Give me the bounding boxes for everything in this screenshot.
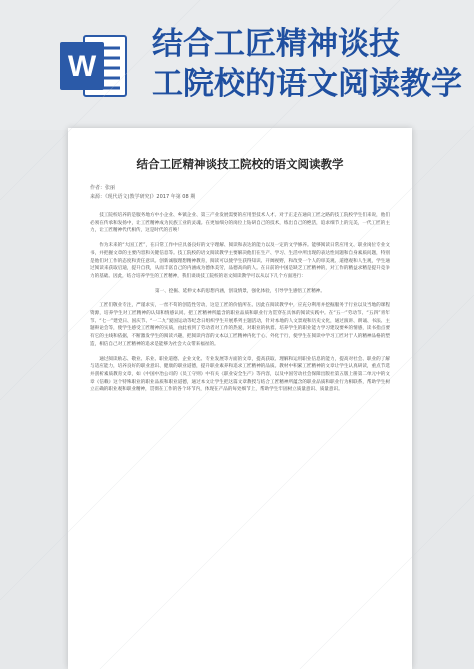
section-heading: 第一、挖掘、延伸文本的思想内涵，创设情景，强化体验，引导学生感悟工匠精神。: [155, 288, 325, 294]
paragraph: 通过阅读励志、敬业、乐业、职业道德、企业文化、专业发展等方面的文章，提高获取、理解和运用职业信息的能力，提高对社会、职业的了解与适应能力，培养良好的职业意识、健康的职业道德，提升职业素养和追求工匠精神的品质。教材中积累工匠精神的文章让学生认真研读，重点节选并剖析素质教育文章，如《中国中冶公司的《员工守则》中有关《职业安全生产》等内容，以及中国劳动社会保障出版社第五版上册第二单元中的文章《信赖》这个特殊职业的职业品质和职业道德，通过本文让学生把这篇文章教授与结合工匠精神所蕴含的职业品质和职业行为相联系，帮助学生树立正确的职业观和职业精神，贯彻在工作的各个环节内，体现在产品的每处细节上，帮助学生牢固树立质量意识、质量意识。: [90, 356, 390, 393]
source-line: 来源：《现代语文(教学研究)》2017 年第 08 期: [90, 194, 196, 200]
word-document-icon: [58, 30, 130, 102]
banner-title-line-1: 结合工匠精神谈技: [152, 26, 400, 62]
paragraph: 作为未来的“大国工匠”，在日常工作中应具备良好的文字理解、阅读和表达的能力以及一定的文学修养。能够阅读日常应用文、职业岗位专业文书，并把握文章的主要内容和关键信息等。技工院校的语文阅读教学主要解决他们在生产、学习、生活中所出现的表达性问题和自身素质问题，特别是他们对工作的态度和责任意识。创新诚服理想精神教育，阅读可以使学生获得知识、开阔视野，和改变一个人的审美观、道德观和人生观，学生通过阅读来获取启迪，提升自我，从而丰富自己的内涵成为德体美劳，品德高尚的人。在日前的中国是缺乏工匠精神的，对工作的精益求精是提升竞争力的基础。因此，结合培养学生的工匠精神，我们谈谈技工院校的语文阅读教学可以从以下几个方面进行：: [90, 243, 390, 279]
word-icon-letter: W: [67, 50, 97, 83]
paragraph: 技工院校培养的是服务地方中小企业、乡镇企业、第三产业发展需要的应用型技术人才。对于正走在通向工匠之路的技工院校学生们来说，他们必须在传承和发扬中，让工匠精神成为民族工业的灵魂。在更加细分的岗位上钻研自己的技术，练出自己的绝活，追求细节上的完美，一代工匠的主力，让工匠精神代代相传，这是时代的召唤！: [90, 213, 390, 234]
header-banner: [0, 0, 474, 130]
banner-title-line-2: 工院校的语文阅读教学: [152, 66, 462, 102]
document-title: 结合工匠精神谈技工院校的语文阅读教学: [136, 157, 344, 171]
banner-title: [152, 24, 470, 104]
document-page: [68, 128, 412, 669]
document-body: [90, 212, 390, 401]
paragraph: 工匠们敬业专注，严谨求实，一丝不苟的创造性劳动，这是工匠的价值所在。因此在阅读教学中，应充分利用并挖掘服务于行业以及当地的课程资源，培养学生对工匠精神的认知和情感认同。把工匠精神所蕴含的职业品质和职业行为贯穿在具体的阅读实践中。在“五一”劳动节、“五四”青年节、“七一”建党日、国庆节、“一二九”爱国运动等纪念日组织学生开展系列主题活动，针对本地的人文景观和历史文化，通过演讲、朗诵、书法、主题辩论会等，使学生感受工匠精神的实质，由此看到了劳动者对工作的热爱，对职业的执着。培养学生的职业能力学习建设要乡的情感，读书指点要有它的主线和依据，不断激发学生的阅读兴趣，把阅读内容的文本以工匠精神内化于心、外化于行，使学生在阅读中学习工匠对于人的精神品格的塑造，相信自己对工匠精神的追求是能够为社会大众带来福祉的。: [90, 303, 390, 347]
author-line: 作者：张丽: [90, 185, 116, 191]
